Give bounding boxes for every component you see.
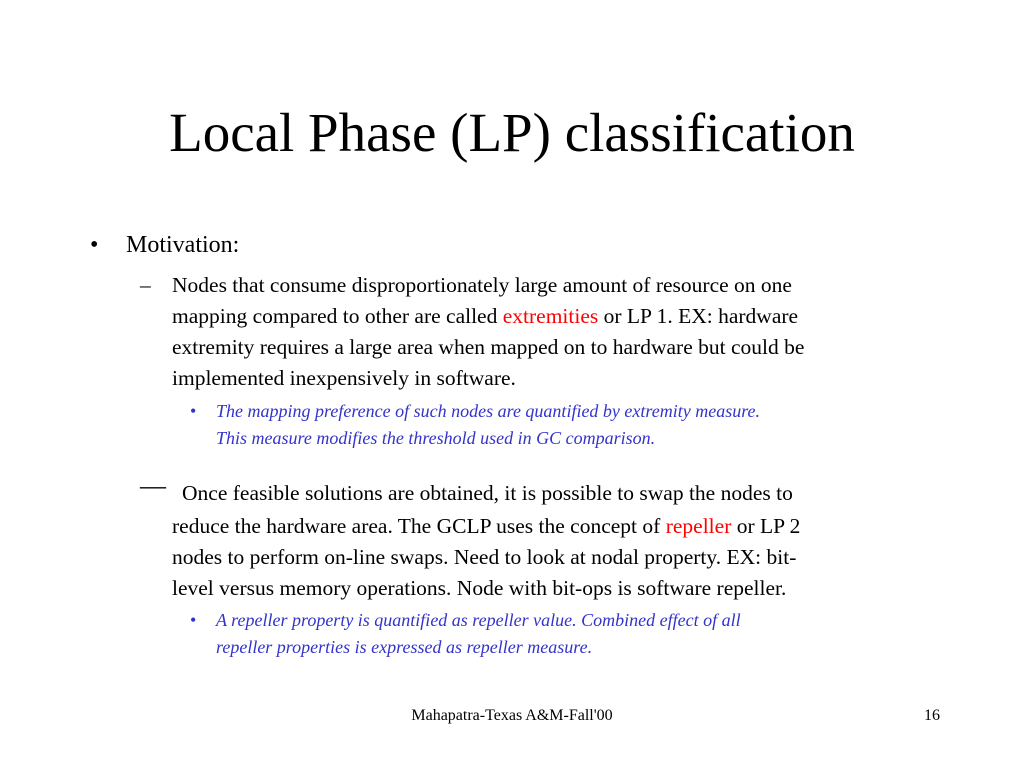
text-span: or LP 1. EX: hardware bbox=[598, 304, 799, 328]
footer-text: Mahapatra-Texas A&M-Fall'00 bbox=[411, 707, 613, 724]
text-line: Nodes that consume disproportionately large amount of resource on one bbox=[172, 273, 792, 297]
dash-icon: — bbox=[140, 471, 166, 500]
text-line bbox=[172, 511, 960, 542]
text-span: mapping compared to other are called bbox=[172, 304, 503, 328]
subitem-repeller-measure bbox=[190, 607, 950, 661]
page-number: 16 bbox=[924, 707, 940, 724]
item-repeller-text bbox=[172, 478, 960, 604]
text-line: The mapping preference of such nodes are quantified by extremity measure. bbox=[216, 401, 761, 421]
subitem-extremity-text bbox=[216, 398, 950, 452]
text-line: A repeller property is quantified as repeller value. Combined effect of all bbox=[216, 610, 741, 630]
item-extremities bbox=[140, 270, 960, 394]
text-line bbox=[172, 301, 960, 332]
text-line: Once feasible solutions are obtained, it is possible to swap the nodes to bbox=[182, 481, 793, 505]
subitem-repeller-text bbox=[216, 607, 950, 661]
item-extremities-text bbox=[172, 270, 960, 394]
text-span: reduce the hardware area. The GCLP uses the concept of bbox=[172, 514, 666, 538]
bullet-icon: • bbox=[190, 401, 197, 421]
item-repeller bbox=[140, 471, 960, 604]
text-line: repeller properties is expressed as repeller measure. bbox=[216, 637, 593, 657]
slide-title: Local Phase (LP) classification bbox=[169, 102, 855, 163]
text-span: or LP 2 bbox=[731, 514, 801, 538]
text-line: extremity requires a large area when mapped on to hardware but could be bbox=[172, 335, 805, 359]
text-line: level versus memory operations. Node with bit-ops is software repeller. bbox=[172, 576, 787, 600]
dash-icon: – bbox=[140, 273, 151, 297]
bullet-icon: • bbox=[190, 610, 197, 630]
text-line: This measure modifies the threshold used in GC comparison. bbox=[216, 428, 656, 448]
text-line: nodes to perform on-line swaps. Need to look at nodal property. EX: bit- bbox=[172, 545, 797, 569]
motivation-label: Motivation: bbox=[126, 232, 240, 258]
subitem-extremity-measure bbox=[190, 398, 950, 452]
bullet-icon: • bbox=[90, 232, 99, 258]
highlight-repeller: repeller bbox=[665, 514, 732, 538]
text-line: implemented inexpensively in software. bbox=[172, 366, 516, 390]
highlight-extremities: extremities bbox=[502, 304, 599, 328]
